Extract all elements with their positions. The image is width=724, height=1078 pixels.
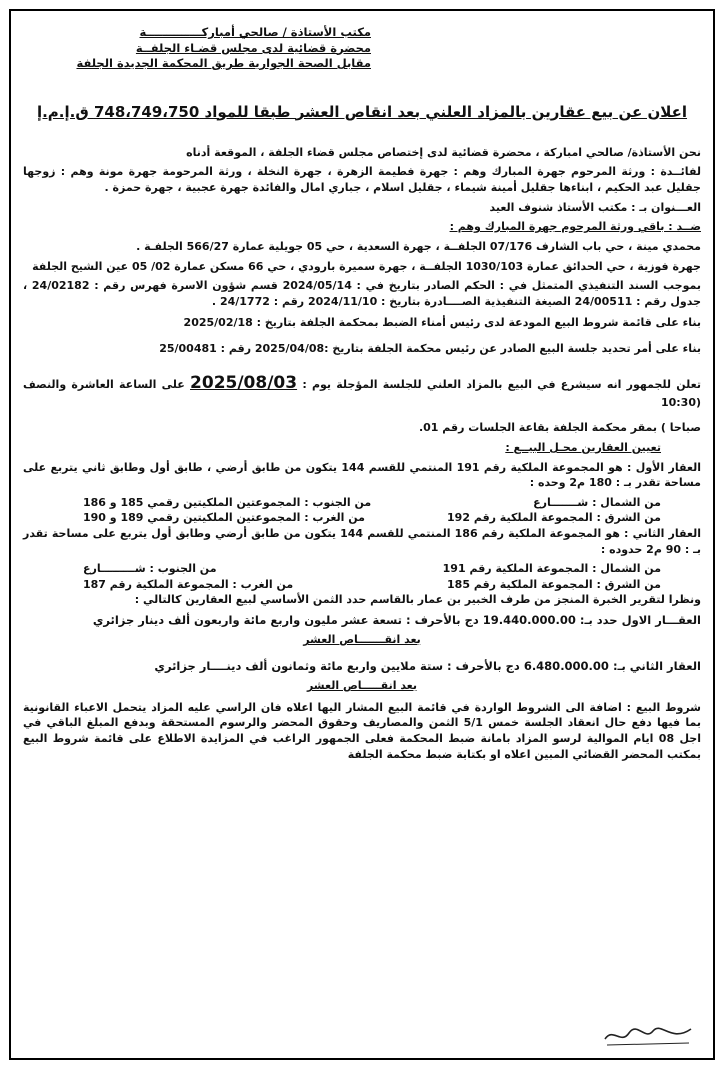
first-tenth-reduction: بعد انقـــــــاص العشر: [303, 633, 421, 647]
announcement-after: على الساعة العاشرة والنصف (10:30: [23, 377, 701, 409]
first-north: من الشمال : شـــــــارع: [533, 495, 661, 509]
defendants-line-2: جهرة فوزية ، حي الحدائق عمارة 1030/103 الجلفــة ، جهرة سميرة بارودي ، حي 66 مسكن عمارة 02/ 05 عين الشيح الجلفة: [32, 259, 701, 273]
beneficiaries-paragraph: لفائــدة : ورثة المرحوم جهرة المبارك وهم : جهرة فطيمة الزهرة ، جهرة النخلة ، ورثة المرحومة جهرة مونة وهم : زوجها جقليل عبد الحكيم ، ابناءها جقليل أمينة شيماء ، جقليل اسلام ، جباري امال والفائدة جهرة عجبية ، جهرة حمزة .: [23, 165, 701, 195]
against-line: ضــد : باقي ورثة المرحوم جهرة المبارك وهم :: [449, 220, 701, 234]
conditions-list-basis: بناء على قائمة شروط البيع المودعة لدى رئيس أمناء الضبط بمحكمة الجلفة بتاريخ : 2025/02/18: [183, 316, 701, 330]
second-tenth-reduction: بعد انقـــــاص العشر: [306, 679, 418, 693]
public-announcement: [23, 371, 701, 411]
second-property-description: العقار الثاني : هو المجموعة الملكية رقم 186 المنتمي للقسم 144 يتكون من طابق أرضي وطابق أول يتربع على مساحة تقدر بـ : 90 م2 حدوده :: [23, 526, 701, 556]
pricing-intro: ونظرا لتقرير الخبرة المنجز من طرف الخبير بن عمار بالقاسم حدد الثمن الأساسي لبيع العقارين كالتالي :: [134, 593, 701, 607]
header-line-2: محضرة قضائية لدى مجلس قضـاء الجلفــة: [135, 40, 371, 55]
announcement-before: تعلن للجمهور انه سيشرع في البيع بالمزاد العلني للجلسة المؤجلة يوم :: [302, 377, 701, 391]
office-header: [23, 25, 701, 72]
second-west: من الغرب : المجموعة الملكية رقم 187: [83, 577, 294, 591]
intro-paragraph: نحن الأستاذة/ صالحي امباركة ، محضرة قضائية لدى إختصاص مجلس قضاء الجلفة ، الموقعة أدناه: [186, 145, 701, 159]
announcement-line-2: صباحا ) بمقر محكمة الجلفة بقاعة الجلسات رقم 01.: [418, 421, 701, 435]
auction-date: 2025/08/03: [190, 372, 298, 393]
second-east: من الشرق : المجموعة الملكية رقم 185: [447, 577, 661, 591]
first-property-bounds-row-2: [23, 510, 701, 526]
second-property-bounds-row-2: [23, 577, 701, 593]
bailiff-signature: [601, 1021, 696, 1054]
second-property-price: العقار الثاني بـ: 6.480.000.00 دج بالأحرف : ستة ملايين واربع مائة وثمانون ألف دينــــار جزائري: [154, 658, 701, 673]
second-north: من الشمال : المجموعة الملكية رقم 191: [442, 562, 661, 576]
first-east: من الشرق : المجموعة الملكية رقم 192: [447, 511, 661, 525]
defendants-line-1: محمدي مينة ، حي باب الشارف 07/176 الجلفــة ، جهرة السعدية ، حي 05 جويلية عمارة 566/27 الجلفـة .: [136, 239, 701, 253]
session-order-basis: بناء على أمر تحديد جلسة البيع الصادر عن رئيس محكمة الجلفة بتاريخ :2025/04/08 رقم : 25/00481: [159, 341, 701, 355]
signature-scribble-icon: [601, 1021, 696, 1049]
address-line: العـــنوان بـ : مكتب الأستاذ شنوف العيد: [489, 200, 701, 214]
first-west: من الغرب : المجموعتين الملكيتين رقمي 189 و 190: [83, 511, 365, 525]
header-line-3: مقابل الصحة الجوارية طريق المحكمة الجديدة الجلفة: [76, 56, 371, 71]
first-south: من الجنوب : المجموعتين الملكيتين رقمي 185 و 186: [83, 495, 372, 509]
enforcement-basis: بموجب السند التنفيذي المتمثل في : الحكم الصادر بتاريخ في : 2024/05/14 قسم شؤون الاسرة فهرس رقم : 24/02182 ، جدول رقم : 24/00511 الصيغة التنفيذية الصــــادرة بتاريخ : 2024/11/10 رقم : 24/1772 .: [23, 279, 701, 308]
second-property-bounds-row-1: [23, 561, 701, 577]
second-south: من الجنوب : شـــــــــارع: [83, 562, 217, 576]
document-title: اعلان عن بيع عقارين بالمزاد العلني بعد انقاص العشر طبقا للمواد 748،749،750 ق.إ.م.إ: [36, 102, 688, 121]
sale-conditions: شروط البيع : اضافة الى الشروط الواردة في قائمة البيع المشار اليها اعلاه فان الراسي عليه المزاد يتحمل الاعباء القانونية بما فيها دفع حال انعقاد الجلسة خمس 5/1 الثمن والمصاريف وحقوق المحضر والرسوم المستحقة وبدفع المبلغ الباقي في اجل 08 ايام الموالية لرسو المزاد بامانة ضبط المحكمة فعلى الجمهور الراغب في المزايدة الاطلاع على قائمة شروط البيع بمكتب المحضر القضائي المبين اعلاه او بكتابة ضبط محكمة الجلفة: [23, 700, 701, 761]
first-property-price: العقـــار الاول حدد بـ: 19.440.000.00 دج بالأحرف : تسعة عشر مليون واربع مائة واربعون ألف دينار جزائري: [92, 612, 701, 627]
first-property-bounds-row-1: [23, 495, 701, 511]
header-line-1: مكتب الأستاذة / صالحي أمباركــــــــــــــة: [139, 25, 371, 39]
property-heading: تعيين العقارين محـل البيــع :: [505, 440, 661, 454]
first-property-description: العقار الأول : هو المجموعة الملكية رقم 191 المنتمي للقسم 144 يتكون من طابق أرضي ، طابق أول وطابق ثاني يتربع على مساحة تقدر بـ : 180 م2 وحده :: [23, 460, 701, 490]
document-page: [9, 9, 715, 1060]
